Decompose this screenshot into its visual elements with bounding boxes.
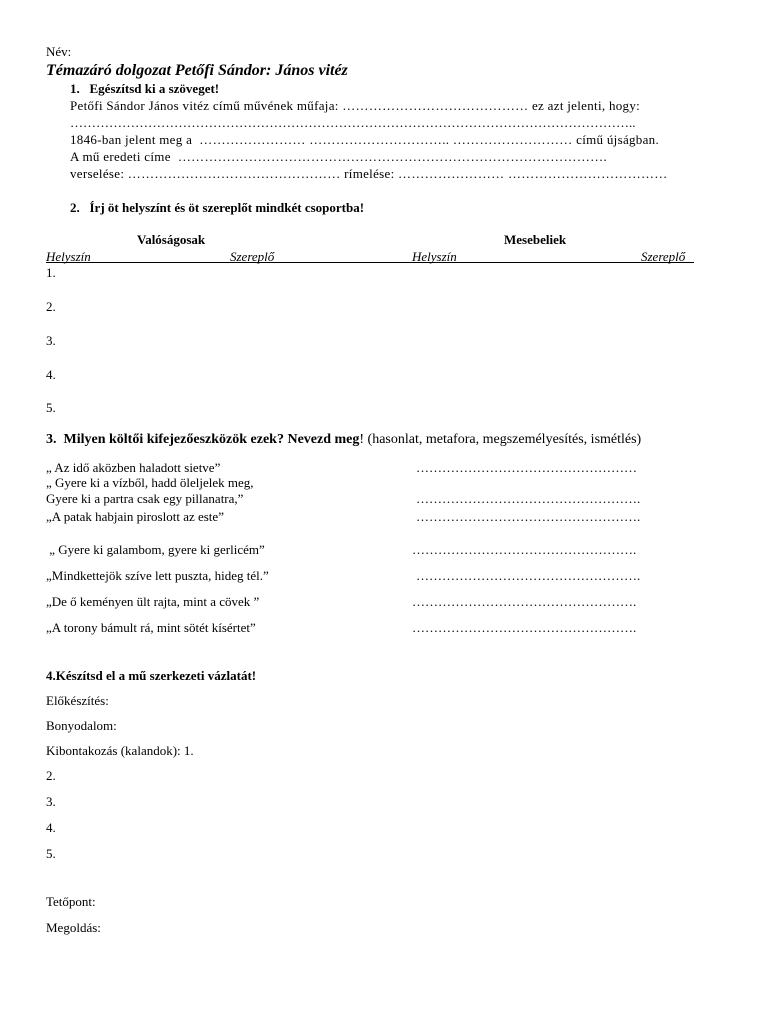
section2-heading: 2. Írj öt helyszínt és öt szereplőt mindkét csoportba! — [70, 200, 365, 215]
col-place-real: Helyszín — [46, 249, 91, 264]
name-label: Név: — [46, 44, 72, 59]
list-item: 1. — [46, 265, 56, 280]
quote-4: „ Gyere ki galambom, gyere ki gerlicém” — [46, 542, 265, 557]
section1-line-genre: Petőfi Sándor János vitéz című művének műfaja: …………………………………… ez azt jelenti, hogy: — [70, 98, 641, 113]
structure-preparation: Előkészítés: — [46, 693, 109, 708]
answer-line-7: ……………………………………………. — [412, 620, 637, 635]
structure-complication: Bonyodalom: — [46, 718, 117, 733]
quote-6: „De ő keményen ült rajta, mint a cövek ” — [46, 594, 260, 609]
answer-line-2: ……………………………………………. — [416, 491, 641, 506]
answer-line-5: ……………………………………………. — [416, 568, 641, 583]
quote-3: „A patak habjain piroslott az este” — [46, 509, 224, 524]
list-item: 4. — [46, 367, 56, 382]
structure-climax: Tetőpont: — [46, 894, 96, 909]
quote-1: „ Az idő aközben haladott sietve” — [46, 460, 221, 475]
answer-line-4: ……………………………………………. — [412, 542, 637, 557]
list-item: 2. — [46, 299, 56, 314]
quote-2b: Gyere ki a partra csak egy pillanatra,” — [46, 491, 244, 506]
col-char-real: Szereplő — [230, 249, 275, 264]
quote-2a: „ Gyere ki a vízből, hadd öleljelek meg, — [46, 475, 254, 490]
list-item: 3. — [46, 333, 56, 348]
answer-line-6: ……………………………………………. — [412, 594, 637, 609]
section1-line-original-title: A mű eredeti címe ……………………………………………………………………………………. — [70, 149, 608, 164]
group-fairy-label: Mesebeliek — [504, 232, 567, 247]
list-item: 5. — [46, 846, 56, 861]
section3-heading: 3. Milyen költői kifejezőeszközök ezek? Nevezd meg! (hasonlat, metafora, megszemélyesítés, ismétlés) — [46, 432, 642, 447]
quote-7: „A torony bámult rá, mint sötét kísértet” — [46, 620, 256, 635]
answer-line-3: ……………………………………………. — [416, 509, 641, 524]
structure-resolution: Megoldás: — [46, 920, 101, 935]
group-real-label: Valóságosak — [137, 232, 206, 247]
quote-5: „Mindkettejök szíve lett puszta, hideg tél.” — [46, 568, 269, 583]
section1-line-versification: verselése: ………………………………………… rímelése: …………………… ……………………………… — [70, 166, 668, 181]
section4-heading: 4.Készítsd el a mű szerkezeti vázlatát! — [46, 668, 257, 683]
answer-line-1: …………………………………………… — [416, 460, 637, 475]
col-place-fairy: Helyszín — [412, 249, 457, 264]
section1-line-publication: 1846-ban jelent meg a …………………… ………………………….. ……………………… című újságban. — [70, 132, 660, 147]
section1-line-dots: ………………………………………………………………………………………………………………….. — [70, 115, 636, 130]
list-item: 5. — [46, 400, 56, 415]
structure-development: Kibontakozás (kalandok): 1. — [46, 743, 194, 758]
table-header-rule — [46, 262, 694, 263]
page-title: Témazáró dolgozat Petőfi Sándor: János vitéz — [46, 62, 348, 79]
section1-heading: 1. Egészítsd ki a szöveget! — [70, 81, 220, 96]
list-item: 4. — [46, 820, 56, 835]
list-item: 3. — [46, 794, 56, 809]
list-item: 2. — [46, 768, 56, 783]
col-char-fairy: Szereplő — [641, 249, 686, 264]
